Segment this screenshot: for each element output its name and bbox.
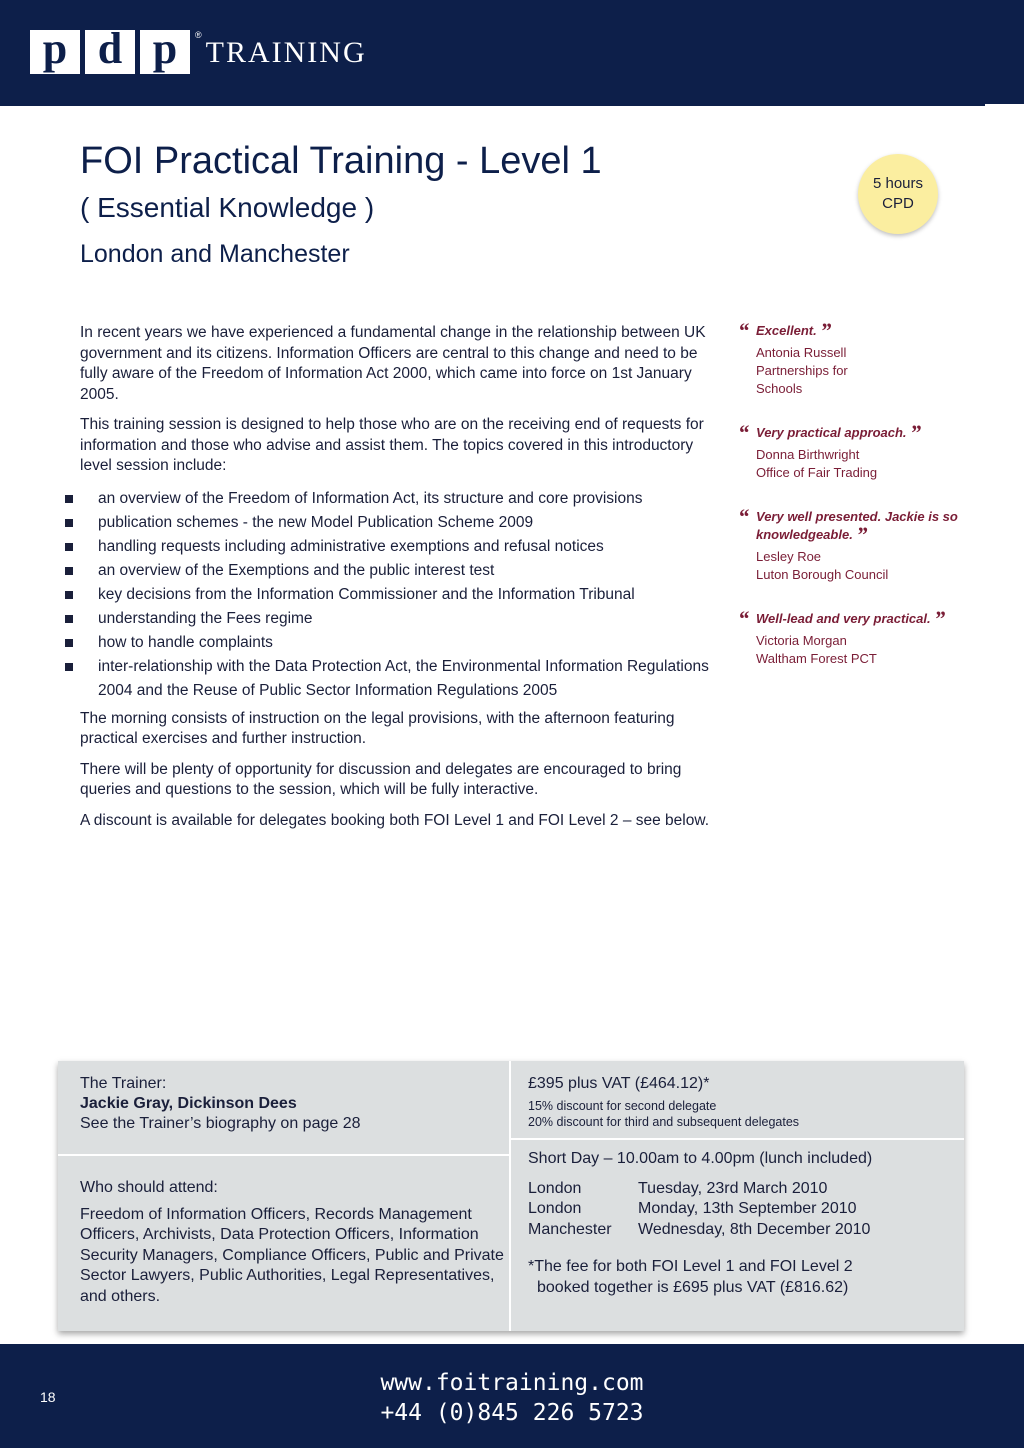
bullet-square-icon	[65, 615, 73, 623]
outro-paragraph: There will be plenty of opportunity for discussion and delegates are encouraged to bring queries and questions to the session, which will be fully interactive.	[80, 760, 682, 798]
info-left-divider	[58, 1154, 509, 1156]
footer-website-link[interactable]: www.foitraining.com	[380, 1370, 644, 1396]
course-info-box	[58, 1061, 964, 1331]
bullet-square-icon	[65, 663, 73, 671]
testimonial-quote: “ Excellent. ”	[738, 318, 832, 343]
bullet-square-icon	[65, 495, 73, 503]
attendees-label: Who should attend:	[80, 1179, 218, 1196]
close-quote-icon: ”	[910, 420, 922, 445]
bullet-square-icon	[65, 567, 73, 575]
list-item: an overview of the Freedom of Information Act, its structure and core provisions	[62, 487, 720, 511]
list-item: publication schemes - the new Model Publication Scheme 2009	[62, 511, 720, 535]
logo-training-text: TRAINING	[205, 36, 367, 69]
session-date: Monday, 13th September 2010	[638, 1200, 857, 1217]
page-header	[0, 0, 1024, 104]
pricing-section	[528, 1074, 948, 1130]
cpd-hours: 5 hours	[872, 175, 924, 192]
intro-paragraph: This training session is designed to help those who are on the receiving end of requests for information and those who advise and assist them. The topics covered in this introductory level session include:	[80, 416, 704, 474]
logo-letter-p2: p	[140, 30, 190, 74]
page-footer	[0, 1344, 1024, 1448]
table-row	[528, 1220, 870, 1241]
trainer-section	[80, 1074, 361, 1134]
header-divider	[0, 104, 985, 106]
outro-paragraph: The morning consists of instruction on the legal provisions, with the afternoon featuring practical exercises and further instruction.	[80, 709, 675, 747]
course-location: London and Manchester	[80, 240, 350, 268]
logo-letter-d: d	[85, 30, 135, 74]
testimonial-name: Donna Birthwright	[756, 447, 860, 462]
schedule-title: Short Day – 10.00am to 4.00pm (lunch included)	[528, 1150, 873, 1167]
session-city: Manchester	[528, 1220, 612, 1238]
logo-letter-p1: p	[30, 30, 80, 74]
pdp-training-logo	[30, 30, 367, 74]
open-quote-icon: “	[738, 504, 749, 529]
open-quote-icon: “	[738, 420, 749, 445]
testimonial-name: Antonia Russell	[756, 345, 847, 360]
testimonial	[738, 420, 968, 482]
combo-fee-line2: booked together is £695 plus VAT (£816.62)	[537, 1278, 849, 1296]
close-quote-icon: ”	[856, 522, 868, 547]
price-discount: 20% discount for third and subsequent delegates	[528, 1115, 800, 1129]
testimonial-quote: “ Well-lead and very practical. ”	[738, 606, 946, 631]
list-item: an overview of the Exemptions and the public interest test	[62, 559, 720, 583]
list-item: understanding the Fees regime	[62, 607, 720, 631]
open-quote-icon: “	[738, 318, 749, 343]
list-item: key decisions from the Information Commissioner and the Information Tribunal	[62, 583, 720, 607]
course-subtitle: ( Essential Knowledge )	[80, 192, 375, 223]
course-title: FOI Practical Training - Level 1	[80, 140, 602, 182]
registered-mark: ®	[195, 30, 202, 40]
testimonial-org: Partnerships for Schools	[756, 363, 848, 396]
session-date: Wednesday, 8th December 2010	[638, 1220, 871, 1238]
open-quote-icon: “	[738, 606, 749, 631]
bullet-square-icon	[65, 519, 73, 527]
testimonial-org: Luton Borough Council	[756, 567, 889, 582]
footer-phone: +44 (0)845 226 5723	[380, 1400, 644, 1426]
info-vertical-divider	[509, 1061, 511, 1331]
testimonial-org: Office of Fair Trading	[756, 465, 878, 480]
attendees-text: Freedom of Information Officers, Records Management Officers, Archivists, Data Protection Officers, Information Security Managers, Compliance Officers, Public and Private Sector Lawyers, Public Authorities, Legal Representatives, and others.	[80, 1205, 504, 1305]
course-description	[80, 323, 720, 841]
outro-paragraph: A discount is available for delegates booking both FOI Level 1 and FOI Level 2 – see below.	[80, 811, 710, 829]
testimonial-quote: “ Very practical approach. ”	[738, 420, 922, 445]
topics-list	[62, 487, 720, 703]
testimonial-name: Victoria Morgan	[756, 633, 847, 648]
list-item: handling requests including administrative exemptions and refusal notices	[62, 535, 720, 559]
testimonial	[738, 318, 968, 398]
testimonials	[738, 318, 968, 694]
footer-contact	[0, 1368, 1024, 1428]
trainer-name: Jackie Gray, Dickinson Dees	[80, 1095, 297, 1112]
testimonial-org: Waltham Forest PCT	[756, 651, 877, 666]
intro-paragraph: In recent years we have experienced a fundamental change in the relationship between UK government and its citizens. Information Officers are central to this change and need to be fully aware of the Freedom of Information Act 2000, which came into force on 1st January 2005.	[80, 324, 706, 403]
price-main: £395 plus VAT (£464.12)*	[528, 1075, 710, 1092]
session-city: London	[528, 1200, 582, 1217]
schedule-table	[528, 1179, 870, 1241]
cpd-badge	[858, 154, 938, 234]
page-number: 18	[40, 1389, 56, 1405]
close-quote-icon: ”	[820, 318, 832, 343]
price-discount: 15% discount for second delegate	[528, 1099, 717, 1113]
list-item: how to handle complaints	[62, 631, 720, 655]
info-right-divider	[511, 1138, 964, 1140]
attendees-section	[80, 1178, 505, 1307]
testimonial-quote: “ Very well presented. Jackie is so knowledgeable. ”	[738, 504, 958, 547]
bullet-square-icon	[65, 543, 73, 551]
close-quote-icon: ”	[934, 606, 946, 631]
cpd-label: CPD	[882, 195, 914, 212]
table-row	[528, 1199, 870, 1220]
bullet-square-icon	[65, 591, 73, 599]
testimonial	[738, 606, 968, 668]
session-city: London	[528, 1179, 582, 1197]
trainer-label: The Trainer:	[80, 1075, 167, 1092]
schedule-section	[528, 1149, 948, 1298]
table-row	[528, 1179, 870, 1200]
trainer-bio-ref: See the Trainer’s biography on page 28	[80, 1115, 361, 1132]
testimonial	[738, 504, 968, 584]
list-item: inter-relationship with the Data Protection Act, the Environmental Information Regulations 2004 and the Reuse of Public Sector Information Regulations 2005	[62, 655, 720, 703]
testimonial-name: Lesley Roe	[756, 549, 822, 564]
session-date: Tuesday, 23rd March 2010	[638, 1179, 828, 1197]
combo-fee-line1: *The fee for both FOI Level 1 and FOI Level 2	[528, 1258, 853, 1275]
bullet-square-icon	[65, 639, 73, 647]
